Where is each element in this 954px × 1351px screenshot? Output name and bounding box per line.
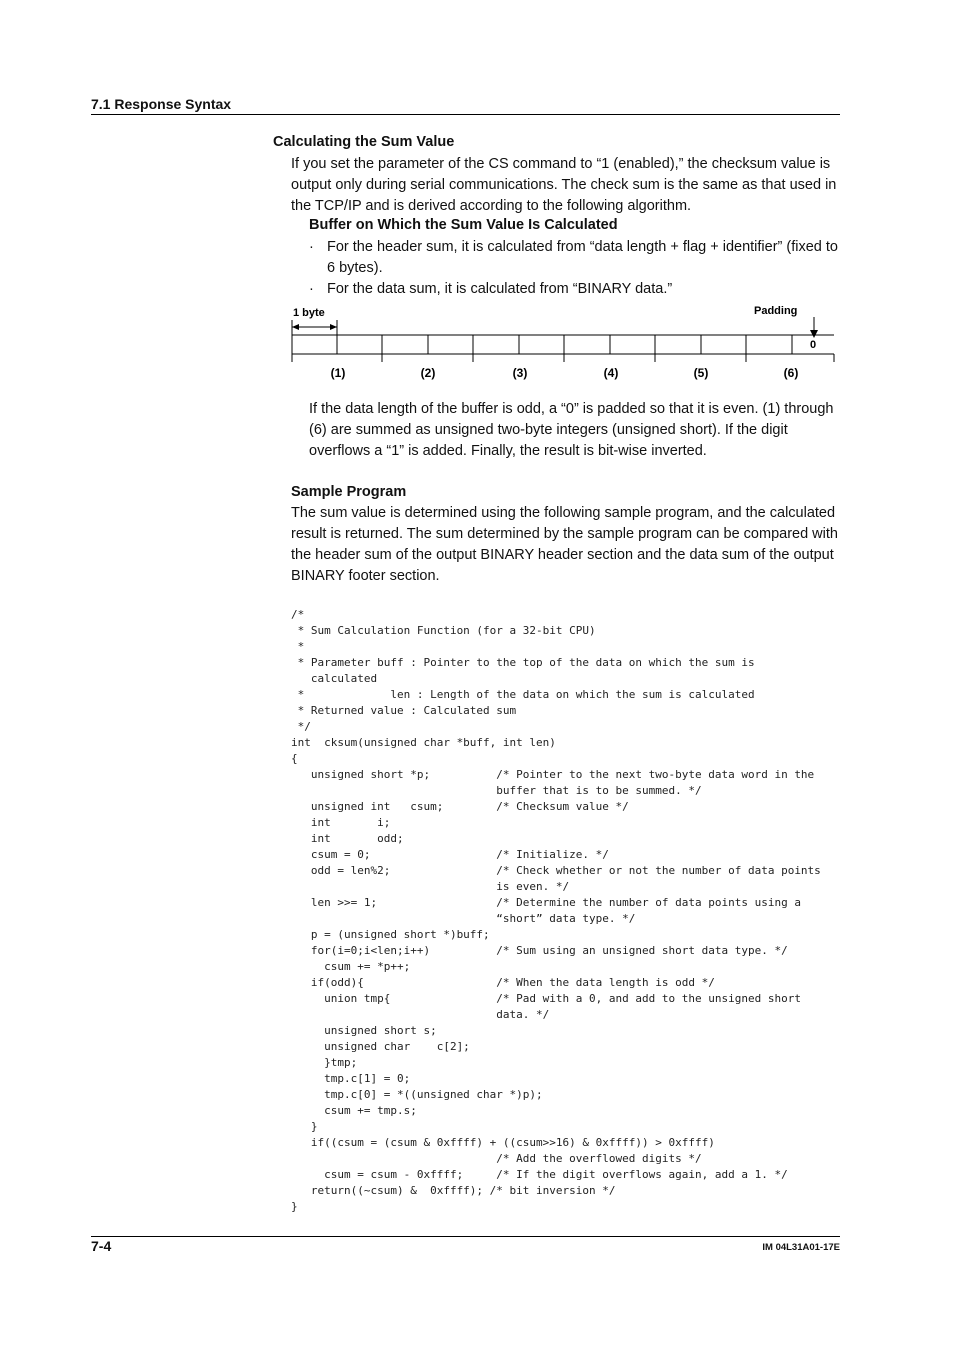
group-label: (5) [693, 366, 709, 380]
cell-dividers [337, 335, 746, 354]
bullet-icon: · [309, 281, 314, 297]
sample-intro: The sum value is determined using the following sample program, and the calculated result is returned. The sum determined by the sample program can be compared with the header sum of the output BINARY header section and the data sum of the output BINARY footer section. [291, 505, 838, 584]
document-id: IM 04L31A01-17E [762, 1242, 840, 1253]
padding-value: 0 [810, 339, 817, 351]
footer-rule [91, 1236, 840, 1237]
bullet-text: For the data sum, it is calculated from “BINARY data.” [327, 281, 673, 297]
group-label: (2) [420, 366, 436, 380]
padding-label: Padding [754, 305, 798, 317]
bullet-item [309, 237, 844, 279]
byte-arrow-left-icon [292, 324, 299, 330]
padding-arrow-icon [810, 330, 818, 338]
calc-intro: If you set the parameter of the CS command to “1 (enabled),” the checksum value is output only during serial communications. The check sum is the same as that used in the TCP/IP and is derived according to the following algorithm. [291, 156, 837, 214]
byte-label: 1 byte [293, 307, 325, 319]
group-brackets [292, 354, 834, 362]
group-label: (3) [512, 366, 528, 380]
section-title: 7.1 Response Syntax [91, 96, 232, 112]
calc-heading: Calculating the Sum Value [273, 134, 455, 150]
padding-explanation: If the data length of the buffer is odd, a “0” is padded so that it is even. (1) through (6) are summed as unsigned two-byte integers (unsigned short). If the digit overflows a “1” is added. Finally, the result is bit-wise inverted. [309, 401, 834, 459]
buffer-cells [292, 335, 792, 354]
bullet-text: For the header sum, it is calculated from “data length + flag + identifier” (fixed to 6 bytes). [327, 239, 838, 276]
bullet-item [309, 279, 844, 300]
section-header [91, 96, 840, 115]
group-label: (4) [603, 366, 619, 380]
code-listing: /* * Sum Calculation Function (for a 32-bit CPU) * * Parameter buff : Pointer to the top of the data on which the sum is calculated * len : Length of the data on which the sum is calculated * Returned value : Calculated sum */ int cksum(unsigned char *buff, int len) { unsigned short *p; /* Pointer to the next two-byte data word in the buffer that is to be summed. */ unsigned int csum; /* Checksum value */ int i; int odd; csum = 0; /* Initialize. */ odd = len%2; /* Check whether or not the number of data points is even. */ len >>= 1; /* Determine the number of data points using a “short” data type. */ p = (unsigned short *)buff; for(i=0;i<len;i++) /* Sum using an unsigned short data type. */ csum += *p++; if(odd){ /* When the data length is odd */ union tmp{ /* Pad with a 0, and add to the unsigned short data. */ unsigned short s; unsigned char c[2]; }tmp; tmp.c[1] = 0; tmp.c[0] = *((unsigned char *)p); csum += tmp.s; } if((csum = (csum & 0xffff) + ((csum>>16) & 0xffff)) > 0xffff) /* Add the overflowed digits */ csum = csum - 0xffff; /* If the digit overflows again, add a 1. */ return((~csum) & 0xffff); /* bit inversion */ } [291, 608, 821, 1213]
buffer-bullet-list [309, 237, 844, 300]
group-label: (1) [330, 366, 346, 380]
byte-arrow-right-icon [330, 324, 337, 330]
buffer-heading: Buffer on Which the Sum Value Is Calculated [309, 217, 618, 233]
group-label: (6) [783, 366, 799, 380]
bullet-icon: · [309, 239, 314, 255]
page-number: 7-4 [91, 1238, 112, 1254]
sample-heading: Sample Program [291, 484, 407, 500]
buffer-diagram [285, 300, 845, 390]
